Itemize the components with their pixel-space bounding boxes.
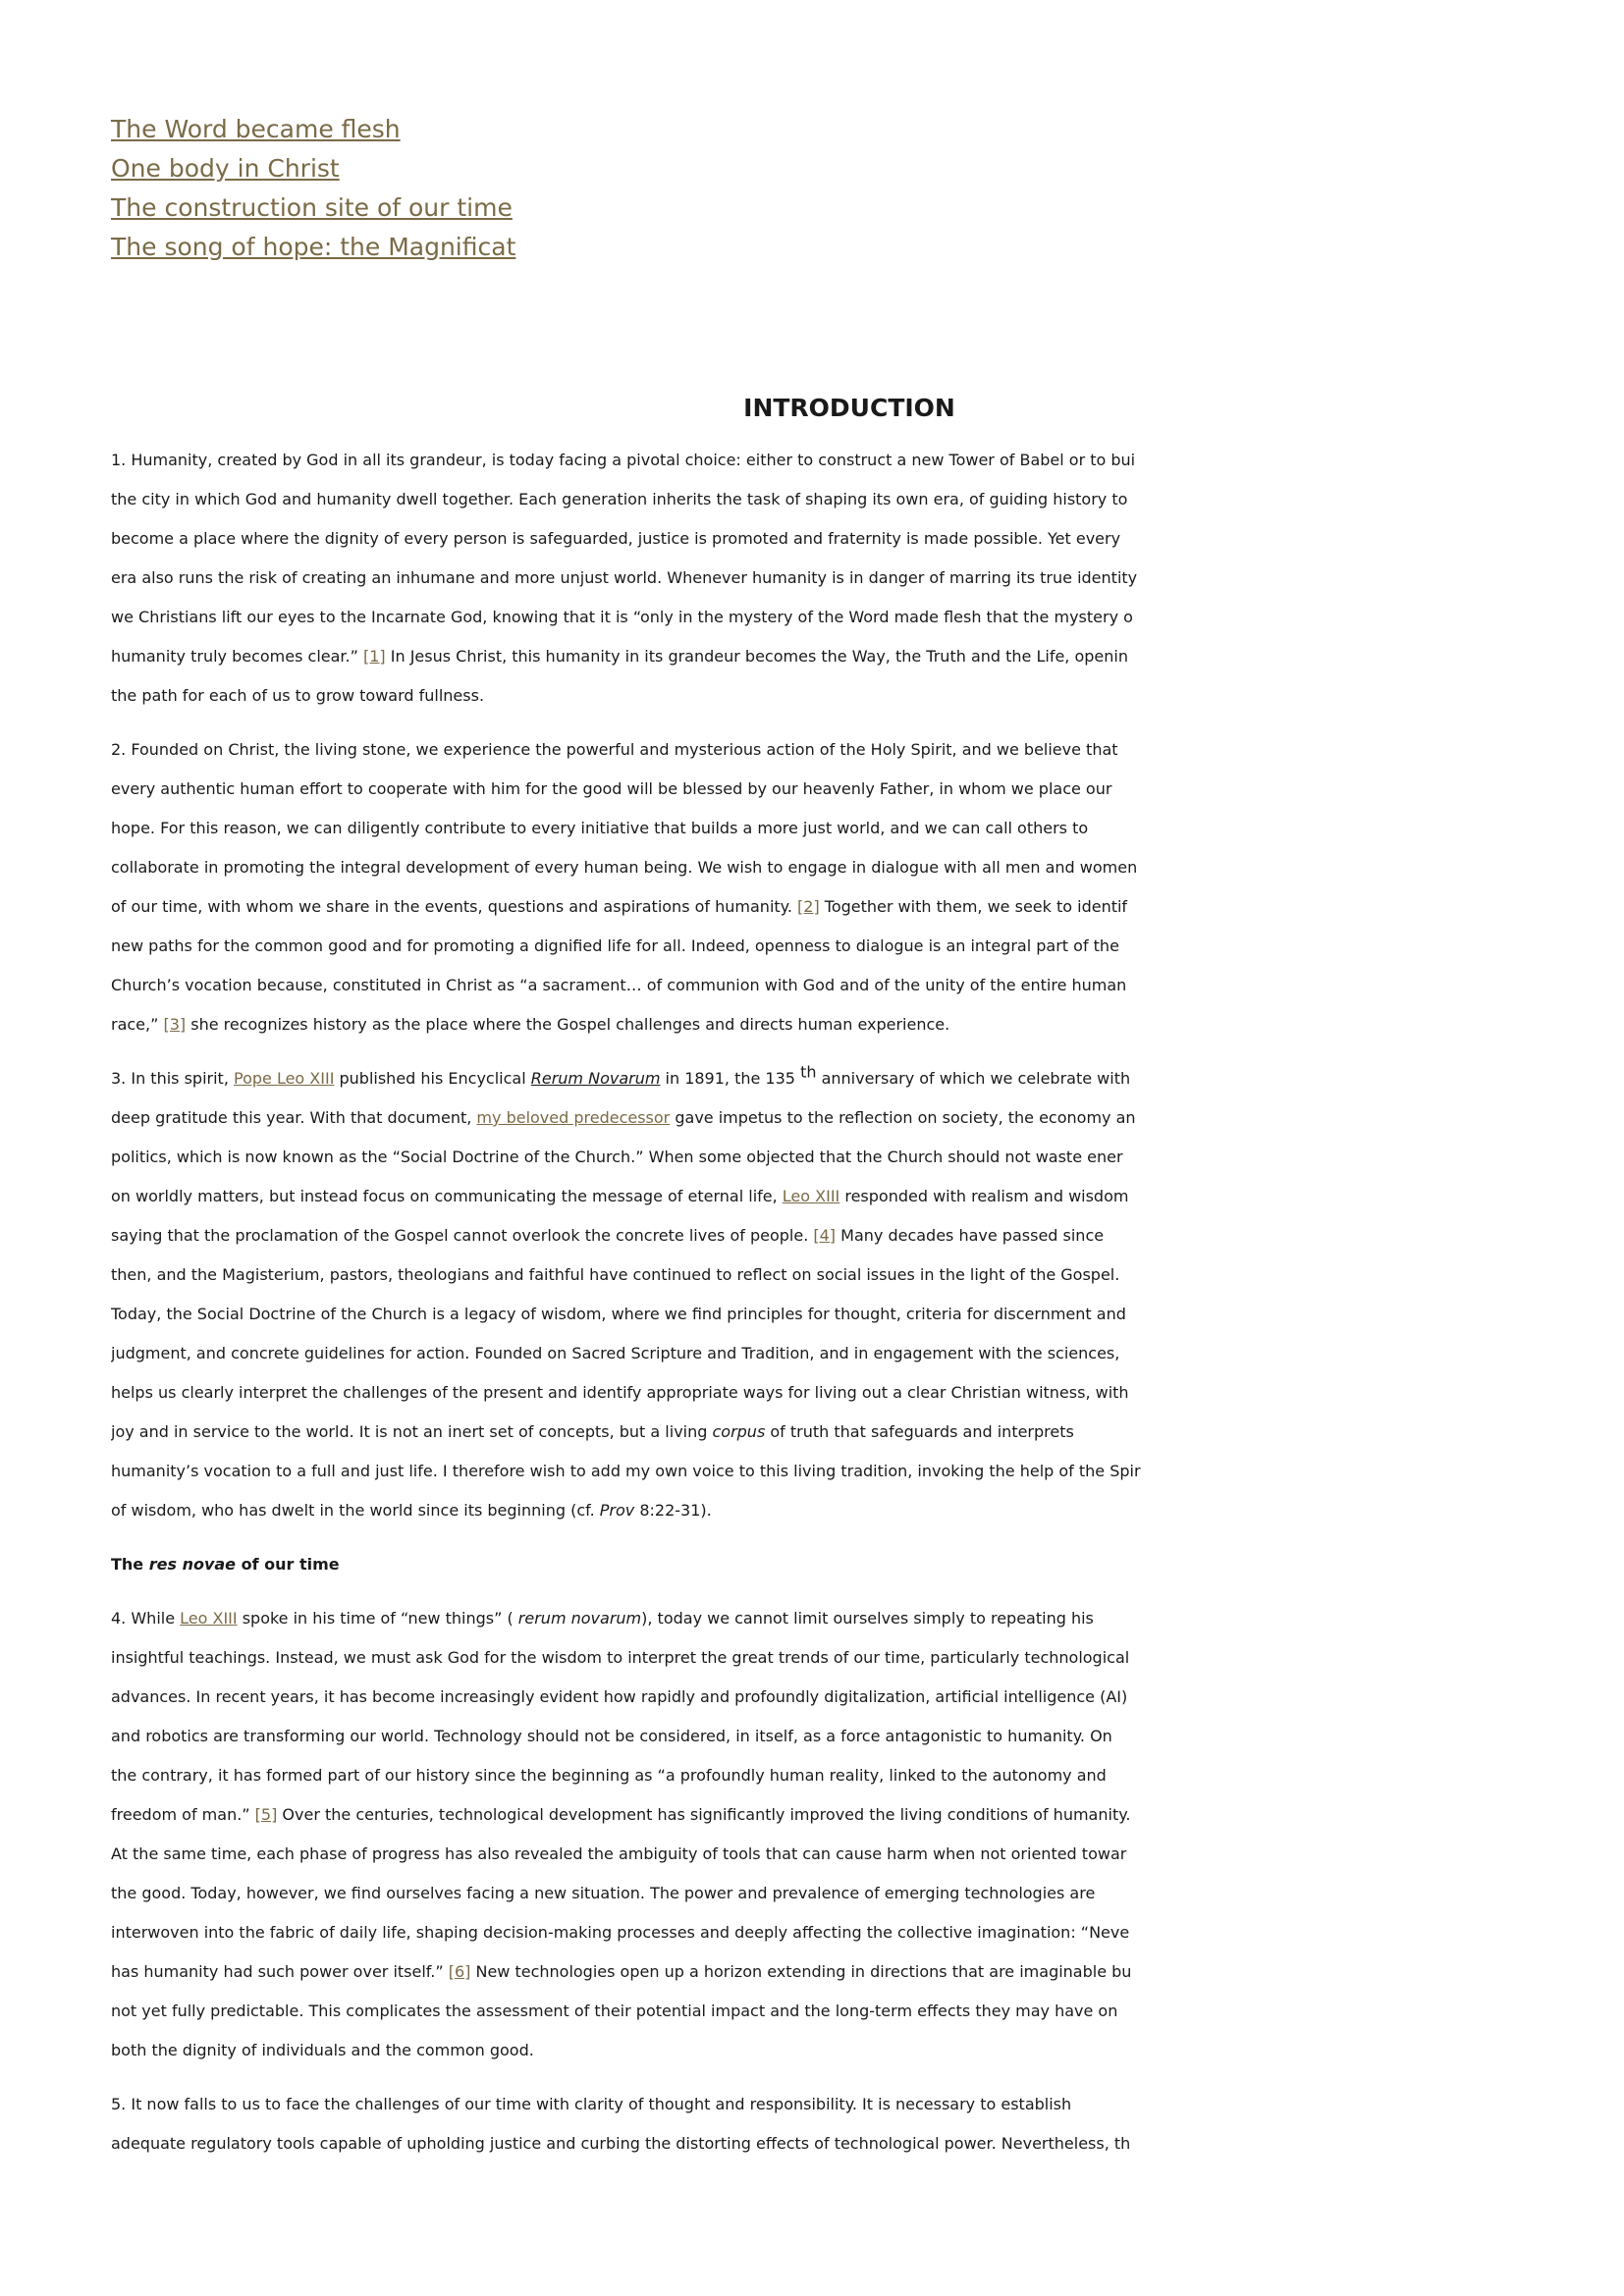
text-line: humanity’s vocation to a full and just life. I therefore wish to add my own voice to this living tradition, invoking the help of the Spir bbox=[111, 1462, 1141, 1480]
text-line: the good. Today, however, we find ourselves facing a new situation. The power and prevalence of emerging technologies are bbox=[111, 1884, 1096, 1902]
footnote-ref-6[interactable]: [6] bbox=[448, 1962, 471, 1981]
text-line: not yet fully predictable. This complicates the assessment of their potential impact and the long-term effects they may have on bbox=[111, 2002, 1118, 2020]
text-line: become a place where the dignity of every person is safeguarded, justice is promoted and fraternity is made possible. Yet every bbox=[111, 529, 1121, 548]
text-line: hope. For this reason, we can diligently contribute to every initiative that builds a more just world, and we can call others to bbox=[111, 819, 1089, 837]
text-line: era also runs the risk of creating an inhumane and more unjust world. Whenever humanity is in danger of marring its true identity bbox=[111, 568, 1138, 587]
text-line: 1. Humanity, created by God in all its grandeur, is today facing a pivotal choice: either to construct a new Tower of Babel or to bui bbox=[111, 451, 1136, 469]
text-line: every authentic human effort to cooperate with him for the good will be blessed by our heavenly Father, in whom we place our bbox=[111, 779, 1112, 798]
section-heading: INTRODUCTION bbox=[743, 394, 955, 422]
text-line: the city in which God and humanity dwell together. Each generation inherits the task of shaping its own era, of guiding history to bbox=[111, 490, 1128, 508]
text-line: saying that the proclamation of the Gospel cannot overlook the concrete lives of people. [4] Many decades have passed since bbox=[111, 1226, 1105, 1245]
text-line: politics, which is now known as the “Social Doctrine of the Church.” When some objected that the Church should not waste ener bbox=[111, 1148, 1123, 1166]
footnote-ref-1[interactable]: [1] bbox=[362, 647, 386, 666]
text-line: the contrary, it has formed part of our history since the beginning as “a profoundly human reality, linked to the autonomy and bbox=[111, 1766, 1107, 1785]
paragraph-2 bbox=[111, 730, 1562, 1044]
text-line: humanity truly becomes clear.” [1] In Jesus Christ, this humanity in its grandeur becomes the Way, the Truth and the Life, openin bbox=[111, 647, 1128, 666]
toc-link-song-of-hope[interactable]: The song of hope: the Magnificat bbox=[111, 233, 516, 261]
paragraph-3 bbox=[111, 1059, 1562, 1530]
text-line: Church’s vocation because, constituted in Christ as “a sacrament… of communion with God and of the unity of the entire human bbox=[111, 976, 1127, 994]
link-rerum-novarum[interactable]: Rerum Novarum bbox=[530, 1069, 661, 1088]
text-line: 2. Founded on Christ, the living stone, we experience the powerful and mysterious action of the Holy Spirit, and we believe that bbox=[111, 740, 1118, 759]
link-leo-xiii-2[interactable]: Leo XIII bbox=[180, 1609, 238, 1628]
subsection-heading: The res novae of our time bbox=[111, 1555, 340, 1574]
text-line: Today, the Social Doctrine of the Church is a legacy of wisdom, where we find principles for thought, criteria for discernment and bbox=[111, 1305, 1126, 1323]
text-line: interwoven into the fabric of daily life, shaping decision-making processes and deeply affecting the collective imagination: “Neve bbox=[111, 1923, 1130, 1942]
toc-link-construction-site[interactable]: The construction site of our time bbox=[111, 193, 513, 222]
link-pope-leo-xiii[interactable]: Pope Leo XIII bbox=[233, 1069, 335, 1088]
ordinal-superscript: th bbox=[800, 1062, 817, 1082]
link-leo-xiii[interactable]: Leo XIII bbox=[782, 1187, 840, 1205]
text-line: 5. It now falls to us to face the challenges of our time with clarity of thought and responsibility. It is necessary to establish bbox=[111, 2095, 1072, 2113]
toc-link-one-body-in-christ[interactable]: One body in Christ bbox=[111, 154, 340, 183]
footnote-ref-4[interactable]: [4] bbox=[813, 1226, 837, 1245]
text-line: insightful teachings. Instead, we must ask God for the wisdom to interpret the great trends of our time, particularly technological bbox=[111, 1648, 1130, 1667]
footnote-ref-3[interactable]: [3] bbox=[163, 1015, 187, 1034]
text-line: helps us clearly interpret the challenges of the present and identify appropriate ways for living out a clear Christian witness, with bbox=[111, 1383, 1129, 1402]
paragraph-4 bbox=[111, 1599, 1562, 2070]
text-line: race,” [3] she recognizes history as the place where the Gospel challenges and directs human experience. bbox=[111, 1015, 950, 1034]
footnote-ref-5[interactable]: [5] bbox=[254, 1805, 278, 1824]
text-line: freedom of man.” [5] Over the centuries, technological development has significantly improved the living conditions of humanity. bbox=[111, 1805, 1131, 1824]
paragraph-1 bbox=[111, 441, 1562, 716]
text-line: new paths for the common good and for promoting a dignified life for all. Indeed, openness to dialogue is an integral part of the bbox=[111, 936, 1119, 955]
paragraph-5 bbox=[111, 2085, 1562, 2163]
text-line: At the same time, each phase of progress has also revealed the ambiguity of tools that can cause harm when not oriented towar bbox=[111, 1844, 1127, 1863]
text-line: the path for each of us to grow toward fullness. bbox=[111, 686, 485, 705]
document-body bbox=[111, 389, 1562, 2234]
text-line: joy and in service to the world. It is not an inert set of concepts, but a living corpus of truth that safeguards and interprets bbox=[111, 1422, 1074, 1441]
text-line: we Christians lift our eyes to the Incarnate God, knowing that it is “only in the mystery of the Word made flesh that the mystery o bbox=[111, 608, 1133, 626]
text-line: adequate regulatory tools capable of upholding justice and curbing the distorting effects of technological power. Nevertheless, th bbox=[111, 2134, 1131, 2153]
text-line: advances. In recent years, it has become increasingly evident how rapidly and profoundly digitalization, artificial intelligence (AI) bbox=[111, 1687, 1128, 1706]
text-line: on worldly matters, but instead focus on communicating the message of eternal life, Leo XIII responded with realism and wisdom bbox=[111, 1187, 1129, 1205]
text-line: then, and the Magisterium, pastors, theologians and faithful have continued to reflect on social issues in the light of the Gospel. bbox=[111, 1265, 1120, 1284]
toc-link-word-became-flesh[interactable]: The Word became flesh bbox=[111, 115, 401, 143]
text-line: and robotics are transforming our world. Technology should not be considered, in itself, as a force antagonistic to humanity. On bbox=[111, 1727, 1112, 1745]
text-line: 4. While Leo XIII spoke in his time of “new things” ( rerum novarum), today we cannot limit ourselves simply to repeating his bbox=[111, 1609, 1094, 1628]
text-line: deep gratitude this year. With that document, my beloved predecessor gave impetus to the reflection on society, the economy an bbox=[111, 1108, 1136, 1127]
link-beloved-predecessor[interactable]: my beloved predecessor bbox=[476, 1108, 671, 1127]
footnote-ref-2[interactable]: [2] bbox=[797, 897, 820, 916]
table-of-contents bbox=[111, 110, 515, 267]
text-line: of our time, with whom we share in the events, questions and aspirations of humanity. [2] Together with them, we seek to identif bbox=[111, 897, 1128, 916]
text-line: judgment, and concrete guidelines for action. Founded on Sacred Scripture and Tradition, and in engagement with the sciences, bbox=[111, 1344, 1120, 1362]
text-line: has humanity had such power over itself.” [6] New technologies open up a horizon extending in directions that are imaginable bu bbox=[111, 1962, 1132, 1981]
text-line: both the dignity of individuals and the common good. bbox=[111, 2041, 534, 2059]
text-line: collaborate in promoting the integral development of every human being. We wish to engage in dialogue with all men and women bbox=[111, 858, 1138, 877]
text-line: 3. In this spirit, Pope Leo XIII published his Encyclical Rerum Novarum in 1891, the 135 $^{th}$ anniversary of which we celebrate with bbox=[111, 1062, 1131, 1088]
text-line: of wisdom, who has dwelt in the world since its beginning (cf. Prov 8:22-31). bbox=[111, 1501, 712, 1520]
